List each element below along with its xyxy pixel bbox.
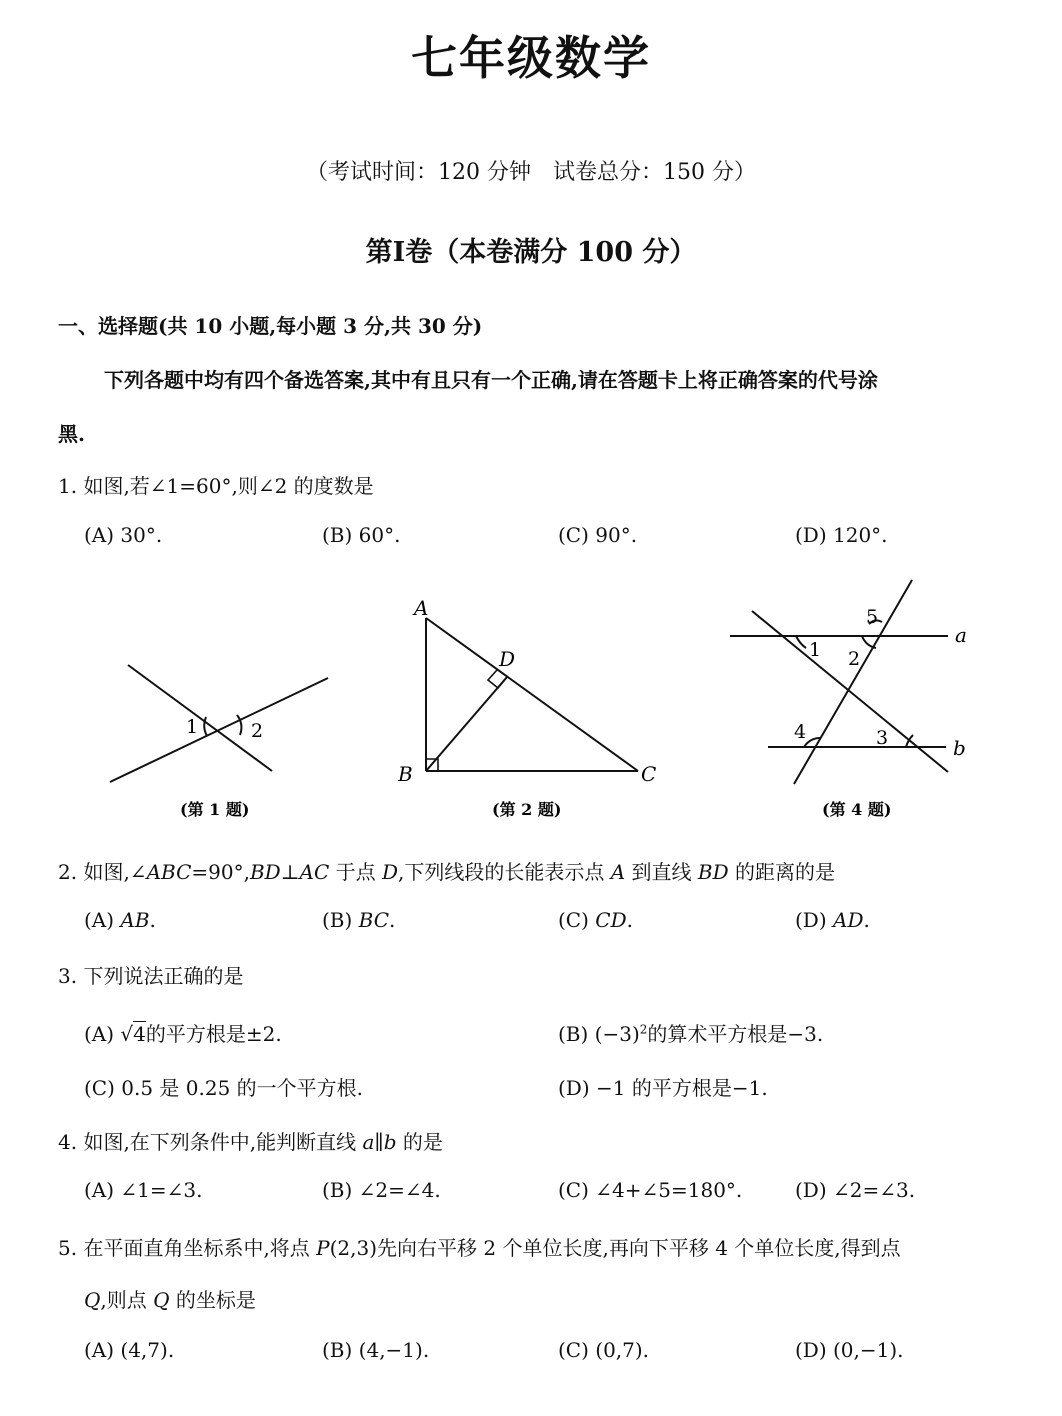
q2-stem-part: 2. 如图,∠ — [58, 860, 147, 884]
fig2-label-d: D — [499, 647, 516, 671]
q2-option-c — [558, 908, 633, 932]
q2-option-b — [322, 908, 395, 932]
fig4-label-5: 5 — [866, 606, 879, 628]
fig4-label-b: b — [953, 736, 966, 760]
fig1-caption: (第 1 题) — [180, 800, 250, 819]
option-letter: (A) √ — [84, 1022, 134, 1046]
option-end: 的平方根是±2. — [145, 1022, 282, 1046]
page-title: 七年级数学 — [411, 31, 651, 85]
fig1-angle-2-arc — [237, 715, 241, 735]
option-letter: (D) — [795, 908, 833, 932]
q4-option-c: (C) ∠4+∠5=180°. — [558, 1178, 743, 1202]
fig1-line-1 — [128, 665, 272, 771]
instruction-line-2: 黑. — [58, 422, 85, 446]
parallel-symbol: ∥ — [374, 1130, 384, 1154]
fig2-caption: (第 2 题) — [492, 800, 562, 819]
fig2-label-b: B — [398, 762, 413, 786]
q2-stem-part: 于点 — [329, 860, 382, 884]
q5-var-q: Q — [153, 1288, 170, 1312]
q1-stem: 1. 如图,若∠1=60°,则∠2 的度数是 — [58, 474, 374, 498]
q2-option-d — [795, 908, 870, 932]
q5-stem-line-2 — [84, 1284, 256, 1313]
q5-option-a: (A) (4,7). — [84, 1338, 175, 1362]
fig2-segment-bd — [426, 677, 507, 771]
option-value: AD — [833, 908, 864, 932]
q4-option-a: (A) ∠1=∠3. — [84, 1178, 203, 1202]
fig4-angle-3-arc — [906, 735, 913, 747]
fig2-label-c: C — [641, 762, 657, 786]
volume-heading: 第Ⅰ卷（本卷满分 100 分） — [365, 237, 697, 268]
q2-var-bd: BD — [697, 860, 729, 884]
exponent: 2 — [639, 1022, 648, 1037]
q2-stem-part: 的距离的是 — [728, 860, 836, 884]
q4-stem — [58, 1126, 443, 1155]
q1-option-a: (A) 30°. — [84, 523, 163, 547]
q4-option-b: (B) ∠2=∠4. — [322, 1178, 441, 1202]
instruction-line-1: 下列各题中均有四个备选答案,其中有且只有一个正确,请在答题卡上将正确答案的代号涂 — [104, 368, 878, 392]
q1-option-b: (B) 60°. — [322, 523, 401, 547]
q5-var-q: Q — [84, 1288, 101, 1312]
option-value: CD — [595, 908, 627, 932]
option-value: AB — [120, 908, 150, 932]
fig4-label-a: a — [955, 623, 967, 647]
option-letter: (C) — [558, 908, 596, 932]
section-heading: 一、选择题(共 10 小题,每小题 3 分,共 30 分) — [58, 314, 483, 338]
figure-1 — [110, 665, 328, 782]
fig4-angle-1-arc — [796, 636, 806, 648]
q4-option-d: (D) ∠2=∠3. — [795, 1178, 916, 1202]
exam-info: （考试时间：120 分钟 试卷总分：150 分） — [306, 160, 756, 185]
q1-option-d: (D) 120°. — [795, 523, 888, 547]
q5-option-c: (C) (0,7). — [558, 1338, 650, 1362]
q2-stem-part: =90°, — [191, 860, 250, 884]
fig1-label-2: 2 — [251, 720, 264, 742]
q4-stem-part: 4. 如图,在下列条件中,能判断直线 — [58, 1130, 363, 1154]
q5-stem-part: 5. 在平面直角坐标系中,将点 — [58, 1236, 317, 1260]
q5-stem-part: ,则点 — [100, 1288, 154, 1312]
q2-var-ac: AC — [299, 860, 330, 884]
figures-row — [0, 570, 1062, 830]
q5-option-b: (B) (4,−1). — [322, 1338, 430, 1362]
q2-perp-symbol: ⊥ — [280, 860, 300, 884]
fig4-label-1: 1 — [809, 639, 822, 661]
q3-option-d: (D) −1 的平方根是−1. — [558, 1076, 768, 1100]
q4-stem-part: 的是 — [396, 1130, 443, 1154]
option-end: . — [149, 908, 156, 932]
q4-var-a: a — [362, 1130, 375, 1154]
fig1-line-2 — [110, 678, 328, 782]
option-end: . — [626, 908, 633, 932]
q3-stem: 3. 下列说法正确的是 — [58, 964, 244, 988]
q1-option-c: (C) 90°. — [558, 523, 638, 547]
q2-stem-part: 到直线 — [625, 860, 698, 884]
q5-stem-line-1 — [58, 1232, 901, 1261]
option-letter: (A) — [84, 908, 121, 932]
q2-var-abc: ABC — [146, 860, 192, 884]
q3-option-a — [84, 1018, 282, 1047]
fig1-angle-1-arc — [204, 717, 207, 736]
q2-stem — [58, 856, 835, 885]
fig2-label-a: A — [414, 596, 429, 620]
option-end: 的算术平方根是−3. — [647, 1022, 824, 1046]
q5-stem-part: 的坐标是 — [169, 1288, 256, 1312]
option-letter: (B) — [322, 908, 359, 932]
fig4-caption: (第 4 题) — [822, 800, 892, 819]
q2-stem-part: ,下列线段的长能表示点 — [398, 860, 611, 884]
radicand: 4 — [133, 1022, 146, 1046]
q2-var-bd: BD — [249, 860, 281, 884]
q5-option-d: (D) (0,−1). — [795, 1338, 904, 1362]
q5-stem-part: (2,3)先向右平移 2 个单位长度,再向下平移 4 个单位长度,得到点 — [329, 1236, 901, 1260]
option-value: BC — [358, 908, 390, 932]
fig4-label-3: 3 — [876, 727, 889, 749]
q5-var-p: P — [316, 1236, 330, 1260]
option-end: . — [389, 908, 396, 932]
figure-2 — [426, 618, 638, 771]
q4-var-b: b — [383, 1130, 397, 1154]
fig2-side-ac — [426, 618, 638, 771]
q3-option-b — [558, 1018, 823, 1047]
fig1-label-1: 1 — [186, 716, 199, 738]
fig4-label-4: 4 — [794, 721, 807, 743]
q2-option-a — [84, 908, 156, 932]
q2-var-d: D — [381, 860, 399, 884]
q2-var-a: A — [610, 860, 626, 884]
option-letter: (B) (−3) — [558, 1022, 640, 1046]
q3-option-c: (C) 0.5 是 0.25 的一个平方根. — [84, 1076, 364, 1100]
fig4-label-2: 2 — [848, 648, 861, 670]
fig4-transversal-2 — [794, 580, 912, 784]
figure-4 — [730, 580, 948, 784]
option-end: . — [863, 908, 870, 932]
